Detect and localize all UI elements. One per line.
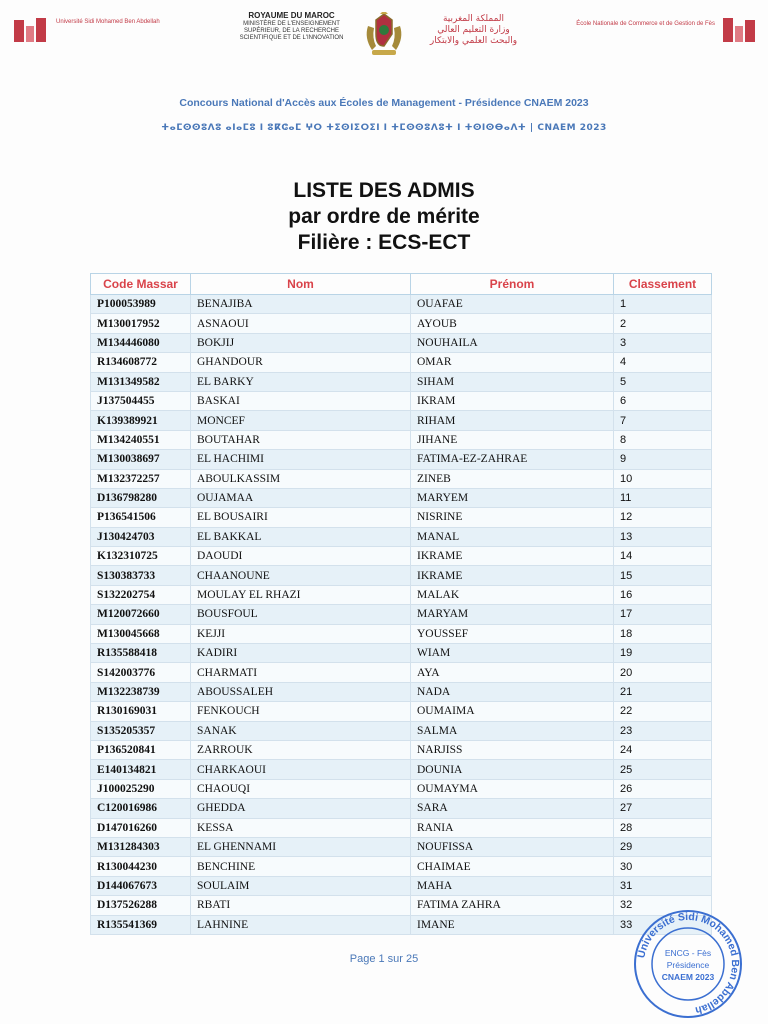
cell-classement: 9: [614, 450, 712, 469]
cell-code-massar: J137504455: [91, 391, 191, 410]
cell-nom: SANAK: [191, 721, 411, 740]
cell-classement: 12: [614, 508, 712, 527]
cell-classement: 11: [614, 488, 712, 507]
cell-prenom: FATIMA ZAHRA: [411, 896, 614, 915]
ministry-line-1: MINISTÈRE DE L'ENSEIGNEMENT: [243, 21, 340, 27]
cell-classement: 23: [614, 721, 712, 740]
table-header-row: [91, 274, 712, 295]
cell-nom: EL BARKY: [191, 372, 411, 391]
cell-nom: ABOULKASSIM: [191, 469, 411, 488]
cell-prenom: SARA: [411, 799, 614, 818]
page-number: Page 1 sur 25: [349, 953, 419, 965]
cell-classement: 27: [614, 799, 712, 818]
cell-code-massar: S130383733: [91, 566, 191, 585]
cell-prenom: DOUNIA: [411, 760, 614, 779]
table-row: [91, 353, 712, 372]
table-row: [91, 469, 712, 488]
table-row: [91, 333, 712, 352]
table-row: [91, 295, 712, 314]
admitted-list-table: [90, 273, 712, 935]
table-row: [91, 896, 712, 915]
table-body: [91, 295, 712, 935]
cell-prenom: NISRINE: [411, 508, 614, 527]
table-row: [91, 682, 712, 701]
title-line-2: par ordre de mérite: [288, 205, 480, 228]
cell-classement: 30: [614, 857, 712, 876]
document-title: [0, 178, 768, 256]
cell-nom: BOKJIJ: [191, 333, 411, 352]
ministry-line-3: SCIENTIFIQUE ET DE L'INNOVATION: [239, 35, 344, 41]
cell-classement: 33: [614, 915, 712, 934]
table-row: [91, 372, 712, 391]
cell-prenom: MAHA: [411, 876, 614, 895]
cell-classement: 22: [614, 702, 712, 721]
cell-code-massar: M131349582: [91, 372, 191, 391]
table-row: [91, 624, 712, 643]
cell-nom: CHAANOUNE: [191, 566, 411, 585]
cell-nom: BOUSFOUL: [191, 605, 411, 624]
cell-code-massar: S142003776: [91, 663, 191, 682]
cell-prenom: MALAK: [411, 585, 614, 604]
stamp-line-1: ENCG - Fès: [664, 948, 712, 958]
cell-nom: BOUTAHAR: [191, 430, 411, 449]
table-row: [91, 314, 712, 333]
cell-code-massar: S135205357: [91, 721, 191, 740]
cell-prenom: CHAIMAE: [411, 857, 614, 876]
cell-code-massar: D136798280: [91, 488, 191, 507]
table-row: [91, 644, 712, 663]
table-row: [91, 740, 712, 759]
coat-of-arms-icon: [362, 12, 406, 58]
cell-prenom: RANIA: [411, 818, 614, 837]
cell-nom: BASKAI: [191, 391, 411, 410]
cell-nom: EL BAKKAL: [191, 527, 411, 546]
cell-code-massar: M130045668: [91, 624, 191, 643]
cell-classement: 4: [614, 353, 712, 372]
cell-nom: GHEDDA: [191, 799, 411, 818]
cell-code-massar: M132372257: [91, 469, 191, 488]
cell-prenom: NOUFISSA: [411, 837, 614, 856]
cell-classement: 7: [614, 411, 712, 430]
encg-emblem-icon: [721, 16, 757, 46]
cell-code-massar: M132238739: [91, 682, 191, 701]
cell-prenom: OUMAIMA: [411, 702, 614, 721]
table-row: [91, 663, 712, 682]
cell-prenom: WIAM: [411, 644, 614, 663]
cell-code-massar: K132310725: [91, 547, 191, 566]
cell-nom: KEJJI: [191, 624, 411, 643]
cell-prenom: IKRAME: [411, 547, 614, 566]
cell-prenom: FATIMA-EZ-ZAHRAE: [411, 450, 614, 469]
title-line-3: Filière : ECS-ECT: [297, 231, 471, 254]
cell-classement: 28: [614, 818, 712, 837]
table-row: [91, 760, 712, 779]
cell-prenom: YOUSSEF: [411, 624, 614, 643]
cell-nom: CHARMATI: [191, 663, 411, 682]
cell-code-massar: S132202754: [91, 585, 191, 604]
cell-nom: BENCHINE: [191, 857, 411, 876]
encg-logo: [545, 16, 757, 48]
cell-nom: CHAOUQI: [191, 779, 411, 798]
cell-classement: 24: [614, 740, 712, 759]
cell-classement: 6: [614, 391, 712, 410]
cell-nom: EL HACHIMI: [191, 450, 411, 469]
cell-code-massar: D137526288: [91, 896, 191, 915]
official-stamp: [632, 908, 744, 1020]
cell-nom: BENAJIBA: [191, 295, 411, 314]
cell-nom: KADIRI: [191, 644, 411, 663]
title-line-1: LISTE DES ADMIS: [293, 179, 475, 202]
letterhead: [0, 0, 768, 90]
cell-code-massar: M130038697: [91, 450, 191, 469]
cell-prenom: SALMA: [411, 721, 614, 740]
kingdom-title: ROYAUME DU MAROC: [248, 11, 335, 20]
cell-classement: 2: [614, 314, 712, 333]
cell-nom: ABOUSSALEH: [191, 682, 411, 701]
table-row: [91, 391, 712, 410]
column-header-code: Code Massar: [91, 274, 191, 295]
cell-prenom: AYA: [411, 663, 614, 682]
kingdom-fr: [234, 12, 349, 42]
table-row: [91, 585, 712, 604]
table-row: [91, 818, 712, 837]
cell-code-massar: D144067673: [91, 876, 191, 895]
cell-classement: 21: [614, 682, 712, 701]
cell-classement: 25: [614, 760, 712, 779]
cell-code-massar: M130017952: [91, 314, 191, 333]
cell-code-massar: M120072660: [91, 605, 191, 624]
table-row: [91, 450, 712, 469]
right-org-text: École Nationale de Commerce et de Gestion de Fès: [576, 21, 715, 27]
cell-prenom: NOUHAILA: [411, 333, 614, 352]
cell-code-massar: M131284303: [91, 837, 191, 856]
cell-nom: RBATI: [191, 896, 411, 915]
stamp-line-3: CNAEM 2023: [661, 972, 715, 982]
cell-prenom: RIHAM: [411, 411, 614, 430]
cell-prenom: IMANE: [411, 915, 614, 934]
cell-prenom: NADA: [411, 682, 614, 701]
kingdom-ar: [416, 14, 531, 47]
cell-prenom: OMAR: [411, 353, 614, 372]
cell-nom: OUJAMAA: [191, 488, 411, 507]
cell-prenom: JIHANE: [411, 430, 614, 449]
table-row: [91, 915, 712, 934]
cell-prenom: MARYEM: [411, 488, 614, 507]
cell-code-massar: E140134821: [91, 760, 191, 779]
cell-classement: 13: [614, 527, 712, 546]
concours-heading: Concours National d'Accès aux Écoles de Management - Présidence CNAEM 2023: [179, 97, 589, 109]
cell-nom: LAHNINE: [191, 915, 411, 934]
cell-prenom: MARYAM: [411, 605, 614, 624]
cell-classement: 29: [614, 837, 712, 856]
cell-code-massar: P136541506: [91, 508, 191, 527]
cell-classement: 5: [614, 372, 712, 391]
ar-line-3: والبحث العلمي والابتكار: [429, 36, 518, 46]
cell-nom: CHARKAOUI: [191, 760, 411, 779]
cell-nom: KESSA: [191, 818, 411, 837]
cell-prenom: SIHAM: [411, 372, 614, 391]
cell-classement: 19: [614, 644, 712, 663]
kingdom-header: [234, 12, 534, 72]
stamp-line-2: Présidence: [666, 960, 710, 970]
cell-code-massar: R130169031: [91, 702, 191, 721]
cell-classement: 32: [614, 896, 712, 915]
cell-nom: EL GHENNAMI: [191, 837, 411, 856]
table-row: [91, 488, 712, 507]
table-row: [91, 508, 712, 527]
ar-line-1: المملكة المغربية: [442, 14, 505, 24]
table-row: [91, 799, 712, 818]
table-row: [91, 527, 712, 546]
usmba-logo: [12, 16, 212, 48]
cell-code-massar: K139389921: [91, 411, 191, 430]
cell-code-massar: M134240551: [91, 430, 191, 449]
cell-prenom: NARJISS: [411, 740, 614, 759]
table-row: [91, 837, 712, 856]
cell-code-massar: R130044230: [91, 857, 191, 876]
table-row: [91, 566, 712, 585]
cell-nom: DAOUDI: [191, 547, 411, 566]
cell-prenom: AYOUB: [411, 314, 614, 333]
cell-prenom: MANAL: [411, 527, 614, 546]
cell-code-massar: R135588418: [91, 644, 191, 663]
cell-classement: 31: [614, 876, 712, 895]
cell-classement: 14: [614, 547, 712, 566]
cell-classement: 18: [614, 624, 712, 643]
cell-nom: EL BOUSAIRI: [191, 508, 411, 527]
cell-prenom: IKRAM: [411, 391, 614, 410]
table-row: [91, 547, 712, 566]
cell-code-massar: R135541369: [91, 915, 191, 934]
table-row: [91, 430, 712, 449]
left-org-text: Université Sidi Mohamed Ben Abdellah: [56, 19, 160, 25]
cell-code-massar: R134608772: [91, 353, 191, 372]
cell-nom: GHANDOUR: [191, 353, 411, 372]
stamp-outer-text: Université Sidi Mohamed Ben Abdellah: [635, 910, 742, 1017]
cell-code-massar: M134446080: [91, 333, 191, 352]
ar-line-2: وزارة التعليم العالي: [437, 25, 510, 35]
cell-nom: SOULAIM: [191, 876, 411, 895]
cell-code-massar: P100053989: [91, 295, 191, 314]
cell-classement: 16: [614, 585, 712, 604]
cell-classement: 26: [614, 779, 712, 798]
university-emblem-icon: [12, 16, 48, 46]
cell-code-massar: J100025290: [91, 779, 191, 798]
cell-classement: 17: [614, 605, 712, 624]
column-header-prenom: Prénom: [411, 274, 614, 295]
cell-classement: 15: [614, 566, 712, 585]
cell-prenom: OUAFAE: [411, 295, 614, 314]
concours-heading-tifinagh: ⵜⴰⵎⵙⵙⵓⴷⵓ ⴰⵏⴰⵎⵓ ⵏ ⵓⴽⵛⴰⵎ ⵖⵔ ⵜⵉⵙⵏⵉⵔⵉⵏ ⵏ ⵜⵎⵙⵙⵓⴷⵓⵜ ⵏ ⵜⵙⵏⵙⴱⴰⴷⵜ | CNAEM 2023: [161, 123, 607, 133]
cell-prenom: OUMAYMA: [411, 779, 614, 798]
cell-nom: FENKOUCH: [191, 702, 411, 721]
cell-classement: 1: [614, 295, 712, 314]
table-row: [91, 876, 712, 895]
column-header-classement: Classement: [614, 274, 712, 295]
cell-nom: MOULAY EL RHAZI: [191, 585, 411, 604]
cell-code-massar: P136520841: [91, 740, 191, 759]
cell-classement: 3: [614, 333, 712, 352]
cell-code-massar: C120016986: [91, 799, 191, 818]
cell-nom: ZARROUK: [191, 740, 411, 759]
cell-nom: ASNAOUI: [191, 314, 411, 333]
table-row: [91, 857, 712, 876]
cell-classement: 8: [614, 430, 712, 449]
ministry-line-2: SUPÉRIEUR, DE LA RECHERCHE: [243, 28, 340, 34]
cell-code-massar: D147016260: [91, 818, 191, 837]
column-header-nom: Nom: [191, 274, 411, 295]
cell-code-massar: J130424703: [91, 527, 191, 546]
table-row: [91, 779, 712, 798]
table-row: [91, 721, 712, 740]
cell-prenom: ZINEB: [411, 469, 614, 488]
table-row: [91, 411, 712, 430]
cell-classement: 20: [614, 663, 712, 682]
cell-nom: MONCEF: [191, 411, 411, 430]
table-row: [91, 702, 712, 721]
cell-classement: 10: [614, 469, 712, 488]
cell-prenom: IKRAME: [411, 566, 614, 585]
table-row: [91, 605, 712, 624]
